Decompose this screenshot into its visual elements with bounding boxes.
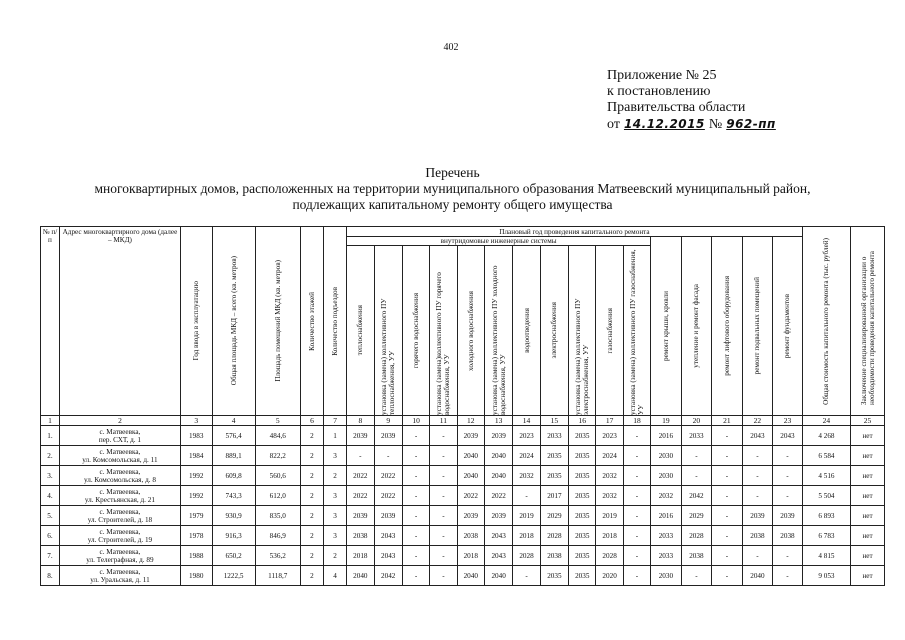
column-number-cell: 11	[430, 416, 457, 426]
col-header-cold-water: холодного водоснабжения	[457, 246, 484, 416]
cell-c14: 2028	[513, 546, 540, 566]
cell-c20: 2038	[681, 546, 712, 566]
cell-c15: 2035	[540, 446, 568, 466]
column-number-cell: 20	[681, 416, 712, 426]
cell-c16: 2035	[569, 566, 596, 586]
cell-c18: -	[623, 506, 650, 526]
row-number-cell: 6.	[41, 526, 60, 546]
cell-c20: 2042	[681, 486, 712, 506]
cell-prem: 484,6	[255, 426, 300, 446]
cell-c11: -	[430, 426, 457, 446]
table-row	[41, 426, 885, 446]
cell-c20: 2029	[681, 506, 712, 526]
cell-ent: 3	[324, 486, 347, 506]
cell-total: 1222,5	[212, 566, 255, 586]
cell-c9: 2043	[374, 526, 402, 546]
table-row	[41, 446, 885, 466]
column-number-cell: 12	[457, 416, 484, 426]
cell-c12: 2040	[457, 566, 484, 586]
cell-c18: -	[623, 566, 650, 586]
col-header-foundation: ремонт фундаментов	[773, 237, 803, 416]
cell-floors: 2	[300, 426, 323, 446]
conclusion-cell: нет	[851, 526, 885, 546]
cell-c18: -	[623, 426, 650, 446]
address-line-2: ул. Комсомольская, д. 11	[82, 455, 158, 464]
table-row	[41, 466, 885, 486]
cell-prem: 536,2	[255, 546, 300, 566]
cell-c11: -	[430, 486, 457, 506]
conclusion-cell: нет	[851, 426, 885, 446]
cell-year: 1979	[180, 506, 212, 526]
date-prefix: от	[607, 117, 620, 132]
address-line-1: с. Матвеевка,	[99, 567, 141, 576]
cell-c17: 2032	[596, 486, 623, 506]
cell-c22: -	[742, 446, 773, 466]
cell-ent: 3	[324, 446, 347, 466]
cell-c10: -	[402, 486, 429, 506]
column-number-cell: 10	[402, 416, 429, 426]
approval-line-2: к постановлению	[607, 84, 711, 99]
conclusion-cell: нет	[851, 446, 885, 466]
cell-c21: -	[712, 546, 743, 566]
col-header-specialized-org: Заключение специализированной организации о необходимости проведения капитального ремонта	[851, 227, 885, 416]
number-prefix: №	[708, 117, 723, 132]
cell-year: 1980	[180, 566, 212, 586]
table-body	[41, 426, 885, 586]
cell-c11: -	[430, 526, 457, 546]
row-number-cell: 3.	[41, 466, 60, 486]
cell-c10: -	[402, 426, 429, 446]
cell-c19: 2032	[651, 486, 682, 506]
column-number-cell: 24	[802, 416, 850, 426]
address-line-2: пер. СХТ, д. 1	[98, 435, 141, 444]
col-header-total-area: Общая площадь МКД – всего (кв. метров)	[212, 227, 255, 416]
cell-c11: -	[430, 466, 457, 486]
row-number-cell: 8.	[41, 566, 60, 586]
col-header-facade: утепление и ремонт фасада	[681, 237, 712, 416]
cell-prem: 1118,7	[255, 566, 300, 586]
approval-block	[607, 68, 776, 133]
cell-c11: -	[430, 546, 457, 566]
cell-c19: 2016	[651, 506, 682, 526]
page-number: 402	[443, 42, 459, 53]
address-line-2: ул. Уральская, д. 11	[90, 575, 150, 584]
cell-c12: 2039	[457, 426, 484, 446]
cell-c9: 2039	[374, 426, 402, 446]
col-header-electric-meter: установка (замена) коллективного ПУ электроснабжения, УУ	[569, 246, 596, 416]
approval-date-line	[607, 116, 776, 133]
cell-c21: -	[712, 486, 743, 506]
cell-c21: -	[712, 566, 743, 586]
column-number-cell: 1	[41, 416, 60, 426]
cell-c19: 2030	[651, 466, 682, 486]
cell-c8: 2018	[347, 546, 374, 566]
address-line-1: с. Матвеевка,	[99, 547, 141, 556]
cell-c17: 2024	[596, 446, 623, 466]
cell-c21: -	[712, 526, 743, 546]
cell-c8: 2022	[347, 466, 374, 486]
column-number-cell: 19	[651, 416, 682, 426]
cell-c19: 2030	[651, 446, 682, 466]
cell-c10: -	[402, 566, 429, 586]
column-number-cell: 5	[255, 416, 300, 426]
cell-c15: 2017	[540, 486, 568, 506]
cell-c22: 2038	[742, 526, 773, 546]
cell-c13: 2043	[484, 546, 512, 566]
total-cost-cell: 4 815	[802, 546, 850, 566]
table-row	[41, 546, 885, 566]
cell-c15: 2033	[540, 426, 568, 446]
address-line-2: ул. Строителей, д. 18	[87, 515, 153, 524]
col-header-gas-meter: установка (замена) коллективного ПУ газоснабжения, УУ	[623, 246, 650, 416]
cell-c19: 2016	[651, 426, 682, 446]
cell-c22: -	[742, 486, 773, 506]
cell-c10: -	[402, 506, 429, 526]
address-cell	[59, 546, 180, 566]
table-row	[41, 506, 885, 526]
cell-c8: 2040	[347, 566, 374, 586]
cell-total: 930,9	[212, 506, 255, 526]
conclusion-cell: нет	[851, 506, 885, 526]
heading-subtitle-2: подлежащих капитальному ремонту общего имущества	[292, 197, 613, 212]
address-cell	[59, 446, 180, 466]
cell-c16: 2035	[569, 426, 596, 446]
handwritten-number: 962-пп	[726, 117, 776, 131]
column-number-cell: 2	[59, 416, 180, 426]
heading-subtitle-1: многоквартирных домов, расположенных на территории муниципального образования Матвеевский муниципальный район,	[94, 181, 811, 196]
cell-c9: 2022	[374, 486, 402, 506]
address-line-1: с. Матвеевка,	[99, 467, 141, 476]
cell-total: 889,1	[212, 446, 255, 466]
cell-c8: 2022	[347, 486, 374, 506]
total-cost-cell: 6 584	[802, 446, 850, 466]
cell-c23: -	[773, 446, 803, 466]
cell-c23: -	[773, 486, 803, 506]
handwritten-date: 14.12.2015	[623, 117, 705, 131]
cell-c16: 2035	[569, 526, 596, 546]
col-header-address: Адрес многоквартирного дома (далее – МКД)	[59, 227, 180, 416]
column-number-cell: 7	[324, 416, 347, 426]
cell-floors: 2	[300, 446, 323, 466]
cell-c10: -	[402, 466, 429, 486]
cell-c20: -	[681, 466, 712, 486]
address-cell	[59, 466, 180, 486]
address-line-1: с. Матвеевка,	[99, 487, 141, 496]
column-number-cell: 17	[596, 416, 623, 426]
cell-c23: 2039	[773, 506, 803, 526]
cell-c12: 2040	[457, 466, 484, 486]
address-cell	[59, 526, 180, 546]
col-header-elevator: ремонт лифтового оборудования	[712, 237, 743, 416]
col-header-heat: теплоснабжения	[347, 246, 374, 416]
row-number-cell: 2.	[41, 446, 60, 466]
conclusion-cell: нет	[851, 546, 885, 566]
cell-c14: -	[513, 566, 540, 586]
column-number-cell: 3	[180, 416, 212, 426]
cell-c13: 2039	[484, 506, 512, 526]
cell-c19: 2033	[651, 526, 682, 546]
cell-total: 576,4	[212, 426, 255, 446]
cell-floors: 2	[300, 526, 323, 546]
cell-year: 1988	[180, 546, 212, 566]
cell-prem: 846,9	[255, 526, 300, 546]
cell-c18: -	[623, 466, 650, 486]
total-cost-cell: 6 783	[802, 526, 850, 546]
cell-c23: 2038	[773, 526, 803, 546]
cell-c20: 2028	[681, 526, 712, 546]
column-number-cell: 23	[773, 416, 803, 426]
cell-c13: 2039	[484, 426, 512, 446]
cell-c9: 2042	[374, 566, 402, 586]
cell-c19: 2033	[651, 546, 682, 566]
approval-line-3: Правительства области	[607, 100, 746, 115]
col-header-floors: Количество этажей	[300, 227, 323, 416]
cell-c21: -	[712, 506, 743, 526]
approval-line-1: Приложение № 25	[607, 68, 717, 83]
col-header-electric: электроснабжения	[540, 246, 568, 416]
col-header-cold-water-meter: установка (замена) коллективного ПУ холодного водоснабжения, УУ	[484, 246, 512, 416]
column-number-cell: 4	[212, 416, 255, 426]
cell-c22: -	[742, 546, 773, 566]
col-header-sewer: водоотведения	[513, 246, 540, 416]
cell-year: 1978	[180, 526, 212, 546]
address-line-1: с. Матвеевка,	[99, 447, 141, 456]
col-header-roof: ремонт крыши, кровли	[651, 237, 682, 416]
row-number-cell: 5.	[41, 506, 60, 526]
conclusion-cell: нет	[851, 466, 885, 486]
cell-ent: 1	[324, 426, 347, 446]
cell-c8: 2038	[347, 526, 374, 546]
cell-c22: 2043	[742, 426, 773, 446]
cell-floors: 2	[300, 566, 323, 586]
col-header-entrances: Количество подъездов	[324, 227, 347, 416]
cell-c15: 2028	[540, 526, 568, 546]
column-number-cell: 21	[712, 416, 743, 426]
address-cell	[59, 566, 180, 586]
table-row	[41, 486, 885, 506]
col-header-hot-water-meter: установка (замена)коллективного ПУ горячего водоснабжения, УУ	[430, 246, 457, 416]
planned-year-group-header: Плановый год проведения капитального ремонта	[347, 227, 803, 237]
cell-year: 1992	[180, 466, 212, 486]
cell-c21: -	[712, 446, 743, 466]
cell-c17: 2028	[596, 546, 623, 566]
cell-c16: 2035	[569, 486, 596, 506]
cell-c12: 2022	[457, 486, 484, 506]
cell-c9: 2022	[374, 466, 402, 486]
total-cost-cell: 6 893	[802, 506, 850, 526]
cell-c13: 2040	[484, 566, 512, 586]
cell-c8: -	[347, 446, 374, 466]
cell-ent: 3	[324, 526, 347, 546]
cell-c17: 2018	[596, 526, 623, 546]
cell-floors: 2	[300, 546, 323, 566]
cell-c22: -	[742, 466, 773, 486]
col-header-premises-area: Площадь помещений МКД (кв. метров)	[255, 227, 300, 416]
table-row	[41, 566, 885, 586]
cell-c8: 2039	[347, 426, 374, 446]
cell-prem: 560,6	[255, 466, 300, 486]
cell-total: 743,3	[212, 486, 255, 506]
cell-c15: 2035	[540, 566, 568, 586]
cell-c21: -	[712, 426, 743, 446]
row-number-cell: 7.	[41, 546, 60, 566]
cell-c13: 2043	[484, 526, 512, 546]
cell-c16: 2035	[569, 546, 596, 566]
address-line-1: с. Матвеевка,	[99, 427, 141, 436]
cell-ent: 3	[324, 506, 347, 526]
row-number-cell: 1.	[41, 426, 60, 446]
cell-year: 1992	[180, 486, 212, 506]
cell-c19: 2030	[651, 566, 682, 586]
column-number-cell: 13	[484, 416, 512, 426]
col-header-heat-meter: установка (замена) коллективного ПУ теплоснабжения, УУ	[374, 246, 402, 416]
cell-c18: -	[623, 546, 650, 566]
document-heading	[60, 165, 845, 213]
cell-c11: -	[430, 506, 457, 526]
col-header-basement: ремонт подвальных помещений	[742, 237, 773, 416]
cell-c17: 2020	[596, 566, 623, 586]
cell-c12: 2039	[457, 506, 484, 526]
cell-ent: 2	[324, 466, 347, 486]
address-cell	[59, 426, 180, 446]
address-cell	[59, 506, 180, 526]
cell-total: 650,2	[212, 546, 255, 566]
cell-c14: 2023	[513, 426, 540, 446]
cell-c14: 2032	[513, 466, 540, 486]
conclusion-cell: нет	[851, 486, 885, 506]
cell-c21: -	[712, 466, 743, 486]
cell-c10: -	[402, 546, 429, 566]
column-number-cell: 22	[742, 416, 773, 426]
cell-c8: 2039	[347, 506, 374, 526]
cell-c9: -	[374, 446, 402, 466]
cell-floors: 2	[300, 466, 323, 486]
col-header-gas: газоснабжения	[596, 246, 623, 416]
cell-c15: 2035	[540, 466, 568, 486]
address-line-2: ул. Комсомольская, д. 8	[83, 475, 156, 484]
row-number-cell: 4.	[41, 486, 60, 506]
cell-c23: 2043	[773, 426, 803, 446]
cell-c17: 2032	[596, 466, 623, 486]
cell-c18: -	[623, 486, 650, 506]
cell-year: 1984	[180, 446, 212, 466]
cell-c22: 2040	[742, 566, 773, 586]
total-cost-cell: 4 268	[802, 426, 850, 446]
cell-floors: 2	[300, 506, 323, 526]
cell-c16: 2035	[569, 446, 596, 466]
cell-c23: -	[773, 566, 803, 586]
column-number-cell: 14	[513, 416, 540, 426]
cell-c23: -	[773, 546, 803, 566]
table-row	[41, 526, 885, 546]
column-number-cell: 25	[851, 416, 885, 426]
cell-c18: -	[623, 526, 650, 546]
cell-c9: 2043	[374, 546, 402, 566]
cell-c18: -	[623, 446, 650, 466]
total-cost-cell: 4 516	[802, 466, 850, 486]
cell-c16: 2035	[569, 506, 596, 526]
cell-c14: 2024	[513, 446, 540, 466]
cell-c9: 2039	[374, 506, 402, 526]
cell-c12: 2040	[457, 446, 484, 466]
cell-total: 916,3	[212, 526, 255, 546]
total-cost-cell: 9 053	[802, 566, 850, 586]
cell-c14: 2019	[513, 506, 540, 526]
column-number-cell: 18	[623, 416, 650, 426]
col-header-hot-water: горячего водоснабжения	[402, 246, 429, 416]
cell-prem: 835,0	[255, 506, 300, 526]
cell-c20: 2033	[681, 426, 712, 446]
col-header-total-cost: Общая стоимость капитального ремонта (тыс. рублей)	[802, 227, 850, 416]
cell-floors: 2	[300, 486, 323, 506]
column-number-cell: 16	[569, 416, 596, 426]
address-line-2: ул. Строителей, д. 19	[87, 535, 153, 544]
heading-title: Перечень	[425, 165, 480, 180]
cell-ent: 2	[324, 546, 347, 566]
address-line-1: с. Матвеевка,	[99, 527, 141, 536]
cell-c12: 2038	[457, 526, 484, 546]
cell-c11: -	[430, 446, 457, 466]
column-number-cell: 9	[374, 416, 402, 426]
address-line-1: с. Матвеевка,	[99, 507, 141, 516]
column-number-cell: 8	[347, 416, 374, 426]
cell-c11: -	[430, 566, 457, 586]
cell-c14: 2018	[513, 526, 540, 546]
cell-c16: 2035	[569, 466, 596, 486]
cell-c17: 2023	[596, 426, 623, 446]
repair-register-table	[40, 226, 885, 586]
cell-prem: 612,0	[255, 486, 300, 506]
column-number-cell: 6	[300, 416, 323, 426]
cell-c12: 2018	[457, 546, 484, 566]
cell-ent: 4	[324, 566, 347, 586]
cell-total: 609,8	[212, 466, 255, 486]
address-line-2: ул. Телеграфная, д. 89	[86, 555, 154, 564]
engineering-group-header: внутридомовые инженерные системы	[347, 237, 651, 246]
cell-c15: 2038	[540, 546, 568, 566]
cell-c23: -	[773, 466, 803, 486]
total-cost-cell: 5 504	[802, 486, 850, 506]
cell-c14: -	[513, 486, 540, 506]
cell-c13: 2022	[484, 486, 512, 506]
cell-c22: 2039	[742, 506, 773, 526]
col-header-num: № п/п	[41, 227, 60, 416]
column-number-row	[41, 416, 885, 426]
cell-c15: 2029	[540, 506, 568, 526]
cell-prem: 822,2	[255, 446, 300, 466]
cell-c17: 2019	[596, 506, 623, 526]
address-cell	[59, 486, 180, 506]
cell-c20: -	[681, 446, 712, 466]
cell-c10: -	[402, 446, 429, 466]
cell-year: 1983	[180, 426, 212, 446]
cell-c13: 2040	[484, 466, 512, 486]
conclusion-cell: нет	[851, 566, 885, 586]
cell-c20: -	[681, 566, 712, 586]
address-line-2: ул. Крестьянская, д. 21	[84, 495, 155, 504]
col-header-year: Год ввода в эксплуатацию	[180, 227, 212, 416]
column-number-cell: 15	[540, 416, 568, 426]
cell-c10: -	[402, 526, 429, 546]
cell-c13: 2040	[484, 446, 512, 466]
